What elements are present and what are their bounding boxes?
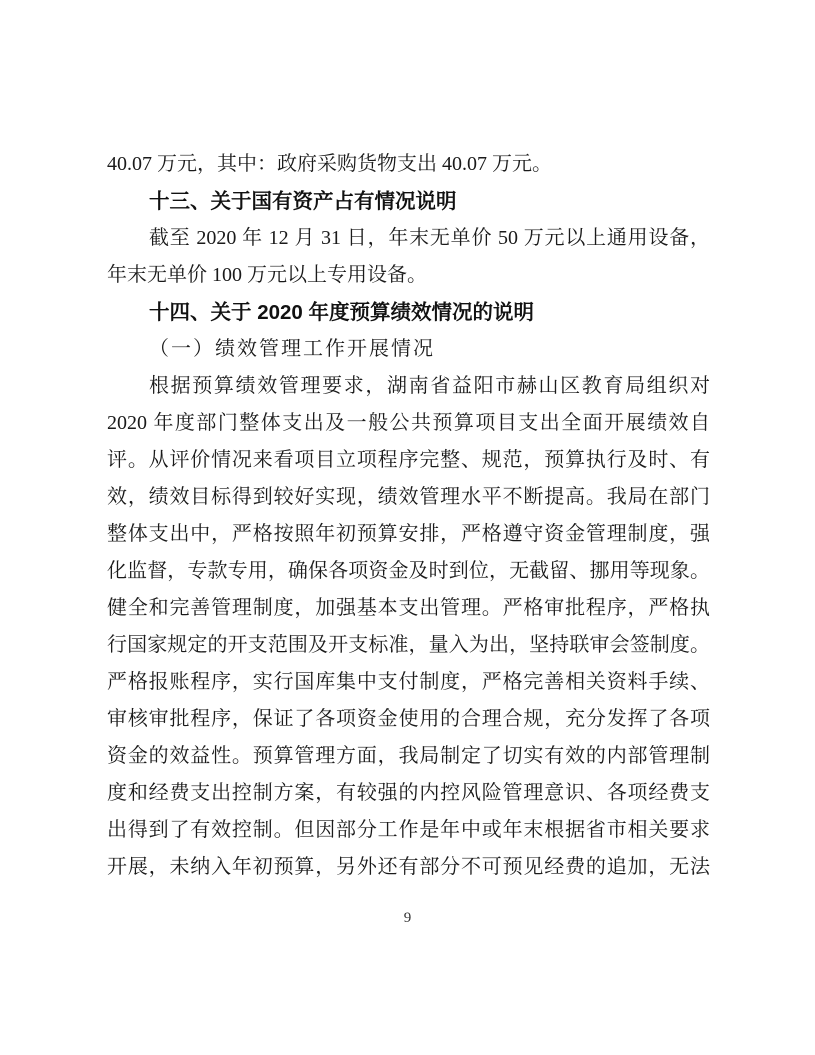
text-line: 年末无单价 100 万元以上专用设备。	[107, 264, 427, 286]
sub-heading: （一）绩效管理工作开展情况	[149, 338, 435, 360]
text-line: 根据预算绩效管理要求，湖南省益阳市赫山区教育局组织对	[149, 375, 710, 397]
text-line: 40.07 万元，其中：政府采购货物支出 40.07 万元。	[107, 153, 552, 175]
document-lines	[107, 146, 710, 886]
text-line: 行国家规定的开支范围及开支标准，量入为出，坚持联审会签制度。	[107, 634, 710, 656]
text-line: 评。从评价情况来看项目立项程序完整、规范，预算执行及时、有	[107, 449, 710, 471]
section-heading: 十四、关于 2020 年度预算绩效情况的说明	[149, 301, 534, 324]
text-line: 严格报账程序，实行国库集中支付制度，严格完善相关资料手续、	[107, 671, 710, 693]
text-line: 效，绩效目标得到较好实现，绩效管理水平不断提高。我局在部门	[107, 486, 710, 508]
text-line: 开展，未纳入年初预算，另外还有部分不可预见经费的追加，无法	[107, 856, 710, 878]
page-number: 9	[403, 910, 412, 926]
text-line: 化监督，专款专用，确保各项资金及时到位，无截留、挪用等现象。	[107, 560, 710, 582]
text-line: 资金的效益性。预算管理方面，我局制定了切实有效的内部管理制	[107, 745, 710, 767]
text-line: 2020 年度部门整体支出及一般公共预算项目支出全面开展绩效自	[107, 412, 710, 434]
text-line: 度和经费支出控制方案，有较强的内控风险管理意识、各项经费支	[107, 782, 710, 804]
text-line: 审核审批程序，保证了各项资金使用的合理合规，充分发挥了各项	[107, 708, 710, 730]
text-line: 整体支出中，严格按照年初预算安排，严格遵守资金管理制度，强	[107, 523, 710, 545]
text-line: 截至 2020 年 12 月 31 日，年末无单价 50 万元以上通用设备，	[149, 227, 710, 249]
section-heading: 十三、关于国有资产占有情况说明	[149, 190, 457, 213]
text-line: 出得到了有效控制。但因部分工作是年中或年末根据省市相关要求	[107, 819, 710, 841]
text-line: 健全和完善管理制度，加强基本支出管理。严格审批程序，严格执	[107, 597, 710, 619]
